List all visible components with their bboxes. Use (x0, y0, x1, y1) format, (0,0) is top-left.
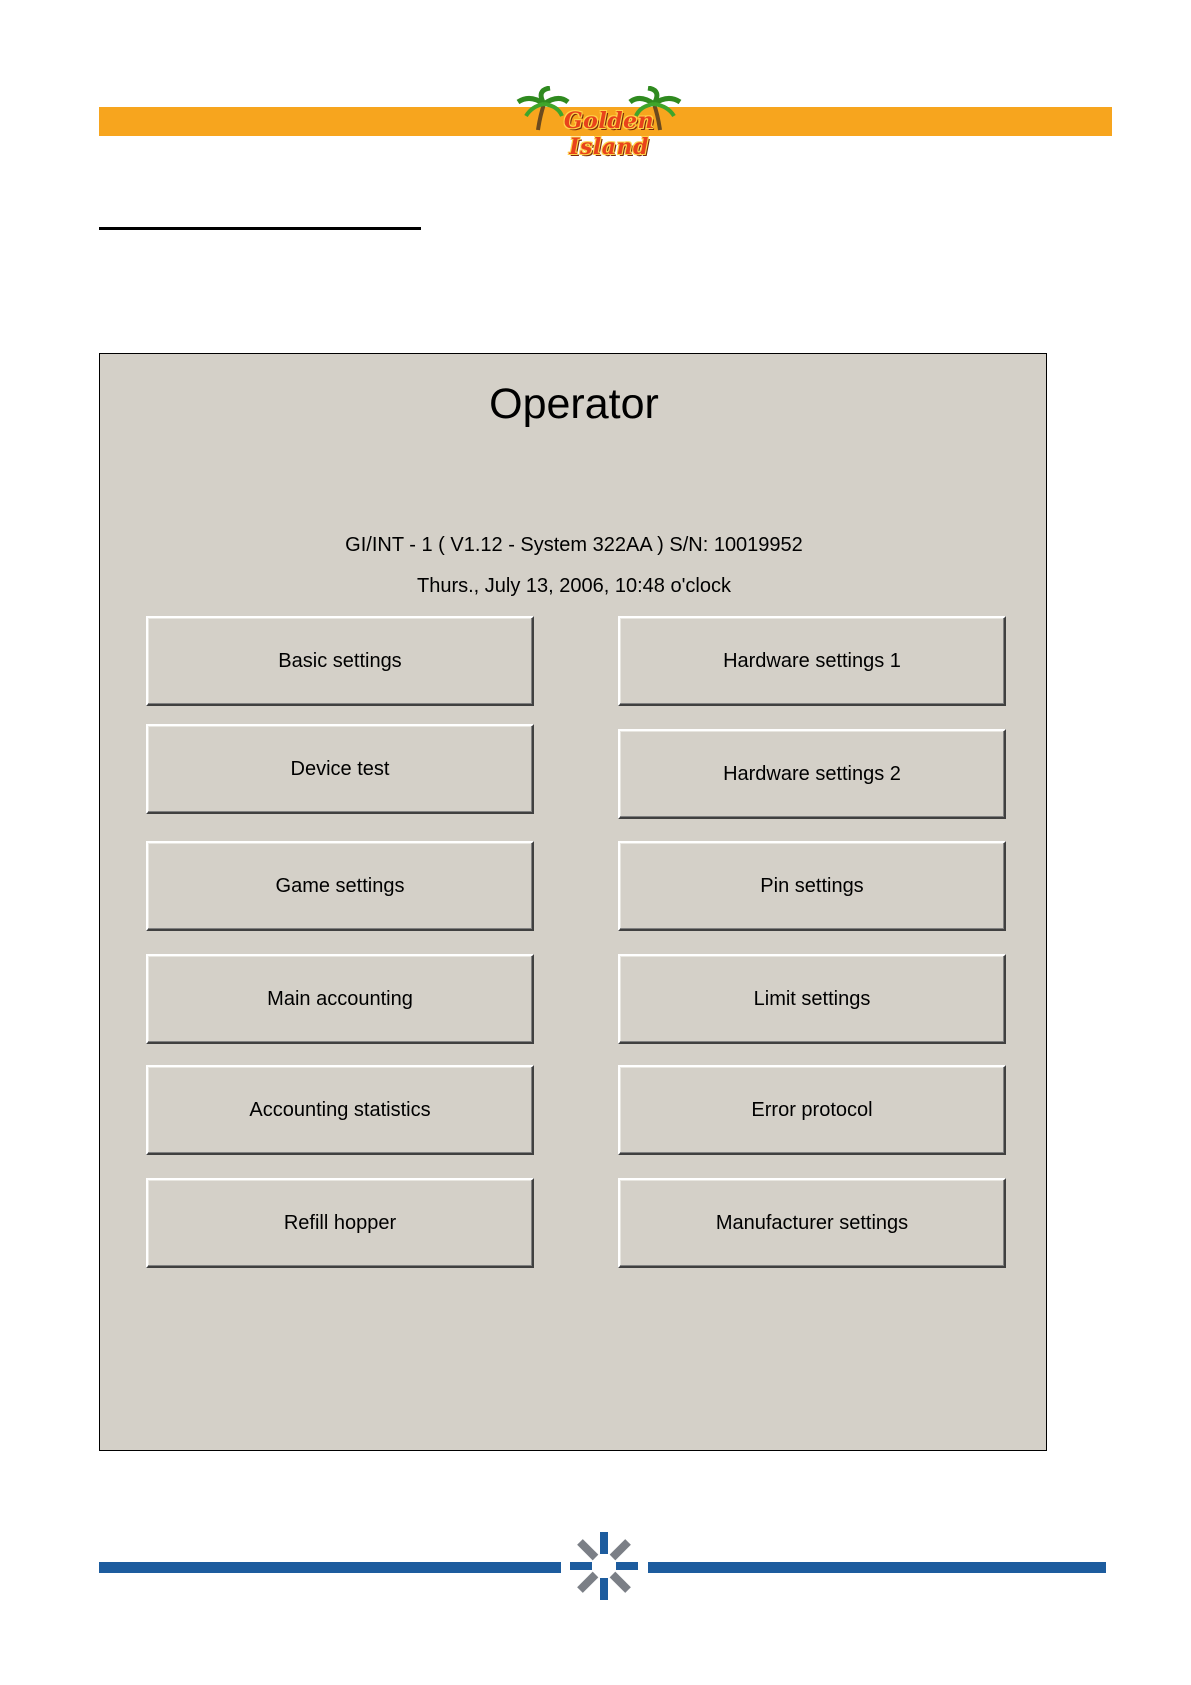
logo-text: Golden Island (563, 108, 655, 160)
pin-settings-button[interactable]: Pin settings (618, 841, 1006, 931)
accounting-statistics-button[interactable]: Accounting statistics (146, 1065, 534, 1155)
limit-settings-button[interactable]: Limit settings (618, 954, 1006, 1044)
datetime-text: Thurs., July 13, 2006, 10:48 o'clock (417, 575, 731, 597)
main-accounting-button[interactable]: Main accounting (146, 954, 534, 1044)
hardware-settings-1-button[interactable]: Hardware settings 1 (618, 616, 1006, 706)
basic-settings-button[interactable]: Basic settings (146, 616, 534, 706)
manufacturer-settings-button[interactable]: Manufacturer settings (618, 1178, 1006, 1268)
window-title: Operator (489, 380, 659, 428)
operator-window (99, 353, 1047, 1451)
refill-hopper-button[interactable]: Refill hopper (146, 1178, 534, 1268)
golden-island-logo (510, 86, 700, 160)
footer-bar-right (648, 1562, 1106, 1573)
game-settings-button[interactable]: Game settings (146, 841, 534, 931)
footer-bar-left (99, 1562, 561, 1573)
device-info-text: GI/INT - 1 ( V1.12 - System 322AA ) S/N: 10019952 (345, 534, 803, 556)
section-title-rule (99, 227, 421, 230)
error-protocol-button[interactable]: Error protocol (618, 1065, 1006, 1155)
star-burst-icon (568, 1530, 640, 1602)
device-test-button[interactable]: Device test (146, 724, 534, 814)
hardware-settings-2-button[interactable]: Hardware settings 2 (618, 729, 1006, 819)
